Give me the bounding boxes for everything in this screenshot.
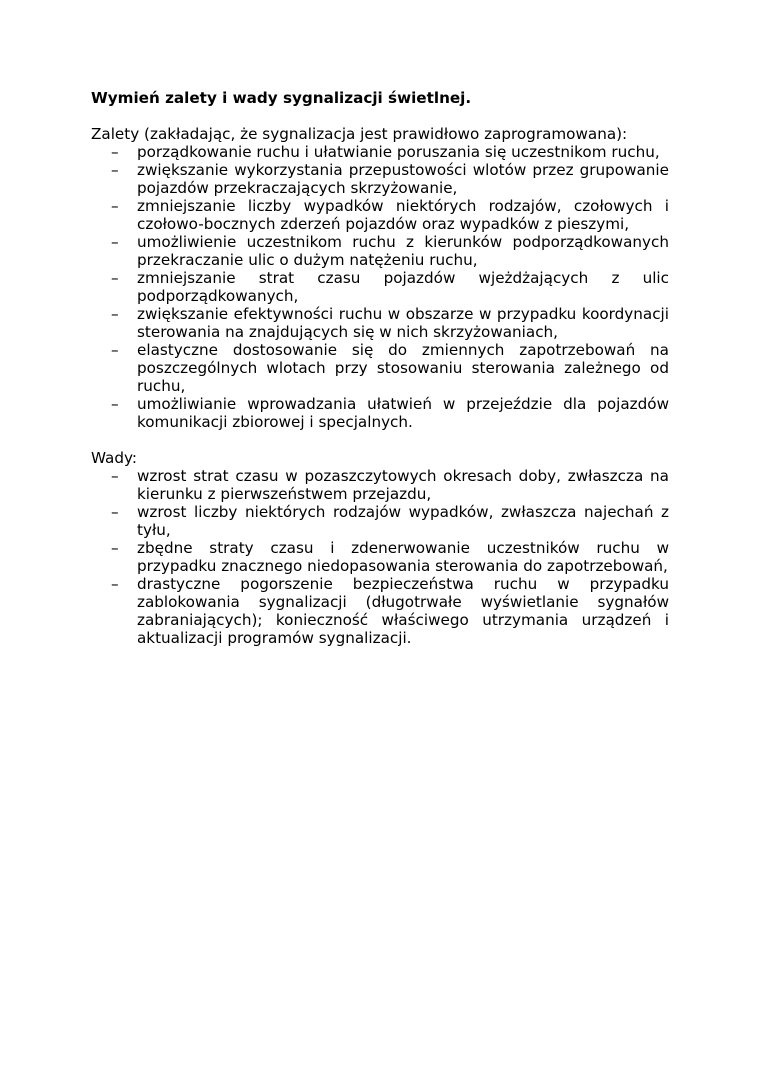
list-item [91, 539, 669, 575]
disadvantages-heading: Wady: [91, 449, 137, 467]
list-item [91, 161, 669, 197]
list-item [91, 143, 669, 161]
advantages-list [91, 143, 669, 431]
list-item [91, 395, 669, 431]
dash-bullet: – [111, 395, 119, 413]
dash-bullet: – [111, 341, 119, 359]
list-item [91, 197, 669, 233]
dash-bullet: – [111, 143, 119, 161]
list-item [91, 467, 669, 503]
list-item-text: zmniejszanie strat czasu pojazdów wjeżdżających z ulic podporządkowanych, [137, 269, 669, 305]
list-item-text: wzrost strat czasu w pozaszczytowych okresach doby, zwłaszcza na kierunku z pierwszeństwem przejazdu, [137, 467, 669, 503]
list-item [91, 233, 669, 269]
list-item [91, 269, 669, 305]
dash-bullet: – [111, 269, 119, 287]
document-title: Wymień zalety i wady sygnalizacji świetlnej. [91, 89, 472, 107]
dash-bullet: – [111, 305, 119, 323]
dash-bullet: – [111, 161, 119, 179]
list-item-text: umożliwianie wprowadzania ułatwień w przejeździe dla pojazdów komunikacji zbiorowej i specjalnych. [137, 395, 669, 431]
list-item [91, 503, 669, 539]
dash-bullet: – [111, 233, 119, 251]
dash-bullet: – [111, 539, 119, 557]
list-item [91, 341, 669, 395]
list-item-text: zwiększanie efektywności ruchu w obszarze w przypadku koordynacji sterowania na znajdujących się w nich skrzyżowaniach, [137, 305, 669, 341]
list-item-text: zbędne straty czasu i zdenerwowanie uczestników ruchu w przypadku znacznego niedopasowania sterowania do zapotrzebowań, [137, 539, 669, 575]
dash-bullet: – [111, 503, 119, 521]
list-item-text: umożliwienie uczestnikom ruchu z kierunków podporządkowanych przekraczanie ulic o dużym natężeniu ruchu, [137, 233, 669, 269]
dash-bullet: – [111, 197, 119, 215]
list-item-text: zmniejszanie liczby wypadków niektórych rodzajów, czołowych i czołowo-bocznych zderzeń pojazdów oraz wypadków z pieszymi, [137, 197, 669, 233]
document-page [91, 89, 669, 647]
list-item-text: zwiększanie wykorzystania przepustowości wlotów przez grupowanie pojazdów przekraczających skrzyżowanie, [137, 161, 669, 197]
list-item [91, 575, 669, 647]
list-item [91, 305, 669, 341]
disadvantages-list [91, 467, 669, 647]
list-item-text: elastyczne dostosowanie się do zmiennych zapotrzebowań na poszczególnych wlotach przy stosowaniu sterowania zależnego od ruchu, [137, 341, 669, 395]
list-item-text: wzrost liczby niektórych rodzajów wypadków, zwłaszcza najechań z tyłu, [137, 503, 669, 539]
list-item-text: porządkowanie ruchu i ułatwianie poruszania się uczestnikom ruchu, [137, 143, 660, 161]
advantages-heading: Zalety (zakładając, że sygnalizacja jest prawidłowo zaprogramowana): [91, 125, 628, 143]
dash-bullet: – [111, 575, 119, 593]
list-item-text: drastyczne pogorszenie bezpieczeństwa ruchu w przypadku zablokowania sygnalizacji (długotrwałe wyświetlanie sygnałów zabraniających); konieczność właściwego utrzymania urządzeń i aktualizacji programów sygnalizacji. [137, 575, 669, 647]
dash-bullet: – [111, 467, 119, 485]
